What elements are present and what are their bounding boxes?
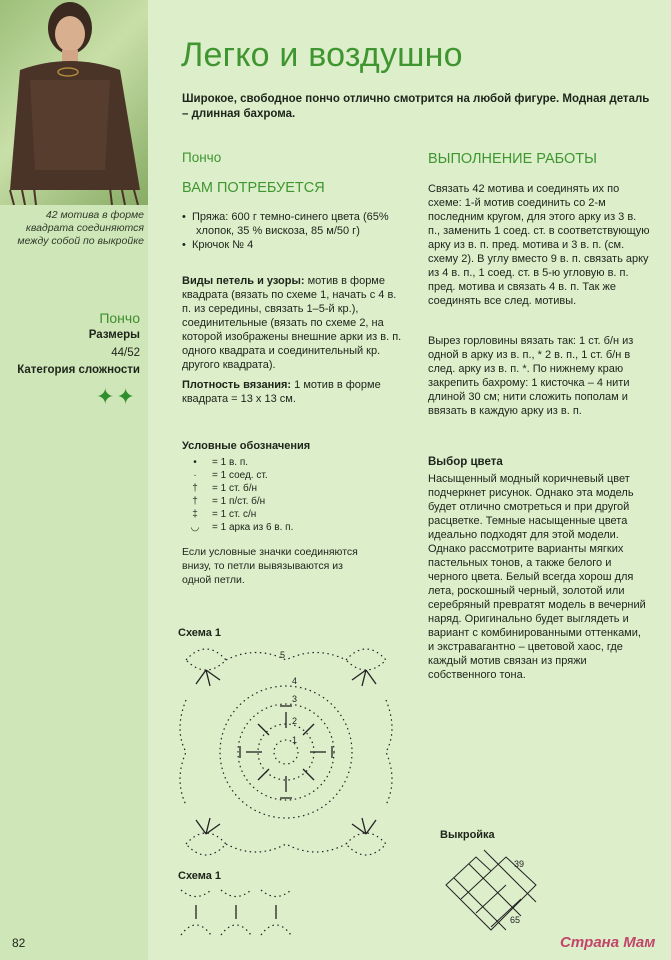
round-number: 1 bbox=[292, 735, 298, 745]
pattern-dim-top: 39 bbox=[514, 859, 525, 869]
legend bbox=[178, 456, 398, 534]
schema1-label: Схема 1 bbox=[178, 627, 222, 639]
page-number: 82 bbox=[12, 936, 26, 950]
round-number: 2 bbox=[292, 716, 298, 726]
schema2-diagram bbox=[176, 885, 306, 945]
difficulty-label: Категория сложности bbox=[17, 364, 140, 376]
stitches-text: Виды петель и узоры: мотив в форме квадрата (вязать по схеме 1, начать с 4 в. п. из середины, связать 1–5-й кр.), соединительные (вязать по схеме 2, на которой изображены внешние арки из в. п. одного квадрата и соединительный кр. другого квадрата). bbox=[182, 275, 402, 371]
model-photo bbox=[0, 0, 148, 205]
schema1-diagram bbox=[176, 640, 396, 870]
round-number: 4 bbox=[292, 676, 298, 686]
legend-row: ◡ = 1 арка из 6 в. п. bbox=[190, 522, 294, 533]
photo-caption: 42 мотива в форме квадрата соединяются между собой по выкройке bbox=[17, 209, 144, 247]
difficulty-stars: ✦✦ bbox=[96, 384, 137, 409]
gauge-text: Плотность вязания: 1 мотив в форме квадрата = 13 x 13 см. bbox=[182, 379, 381, 405]
schema2-label: Схема 1 bbox=[178, 870, 222, 882]
legend-note: Если условные значки соединяются внизу, то петли вывязываются из одной петли. bbox=[182, 546, 358, 586]
neckline-text: Вырез горловины вязать так: 1 ст. б/н из одной в арку из в. п., * 2 в. п., 1 ст. б/н в след. арку из в. п. *. По нижнему краю закрепить бахрому: 1 кисточка – 4 нити длиной 30 см; нити сложить пополам и ввязать в каждую арку из в. п. bbox=[428, 335, 634, 417]
page-title: Легко и воздушно bbox=[181, 36, 463, 74]
pattern-label: Выкройка bbox=[440, 829, 495, 841]
color-heading: Выбор цвета bbox=[428, 456, 503, 468]
pattern-diagram bbox=[436, 845, 546, 945]
poncho-subtitle: Пончо bbox=[182, 150, 222, 165]
legend-heading: Условные обозначения bbox=[182, 440, 311, 452]
sizes-label: Размеры bbox=[88, 329, 140, 341]
legend-row: ‡ = 1 ст. с/н bbox=[192, 509, 257, 520]
materials-list bbox=[182, 210, 404, 252]
legend-row: † = 1 ст. б/н bbox=[192, 483, 258, 494]
materials-item: • Пряжа: 600 г темно-синего цвета (65% хлопок, 35 % вискоза, 85 м/50 г) bbox=[182, 211, 389, 237]
round-number: 5 bbox=[280, 650, 286, 660]
materials-item: • Крючок № 4 bbox=[182, 239, 254, 251]
intro-text: Широкое, свободное пончо отлично смотрится на любой фигуре. Модная деталь – длинная бахрома. bbox=[182, 93, 650, 120]
work-text: Связать 42 мотива и соединять их по схеме: 1-й мотив соединить со 2-м последним кругом, для этого арку из 3 в. п., заменить 1 соед. ст. в соответствующую арку из в. п. пред. мотива и 3 в. п. (см. схему 2). В углу вместо 9 в. п. связать арку из 4 в. п., 1 соед. ст. в 5-ю угловую в. п. пред. мотива и связать 4 в. п. Так же соединять все след. мотивы. bbox=[428, 183, 650, 307]
round-number: 3 bbox=[292, 694, 298, 704]
sidebar-item-title: Пончо bbox=[99, 310, 140, 326]
legend-row: · = 1 соед. ст. bbox=[193, 470, 268, 481]
watermark: Страна Мам bbox=[560, 934, 656, 951]
pattern-dim-side: 65 bbox=[510, 915, 521, 925]
legend-row: † = 1 п/ст. б/н bbox=[192, 496, 266, 507]
work-heading: ВЫПОЛНЕНИЕ РАБОТЫ bbox=[428, 151, 597, 167]
legend-row: • = 1 в. п. bbox=[193, 457, 249, 468]
crochet-motif-diagram bbox=[176, 640, 396, 865]
color-text: Насыщенный модный коричневый цвет подчеркнет рисунок. Однако эта модель будет отлично смотреться и при другой расцветке. Темные насыщенные цвета идеально подходят для этой модели. Однако рассмотрите варианты мягких пастельных тонов, а также белого и черного цвета. Белый всегда хорош для лета, роскошный черный, золотой или серебряный превратят модель в вечерний наряд. Оригинально будет выглядеть и вариант с комбинированными оттенками, и экстравагантно – цветовой хаос, где каждый мотив связан из пряжи собственного тона. bbox=[428, 473, 646, 681]
sizes-value: 44/52 bbox=[111, 347, 140, 359]
materials-heading: ВАМ ПОТРЕБУЕТСЯ bbox=[182, 180, 325, 196]
